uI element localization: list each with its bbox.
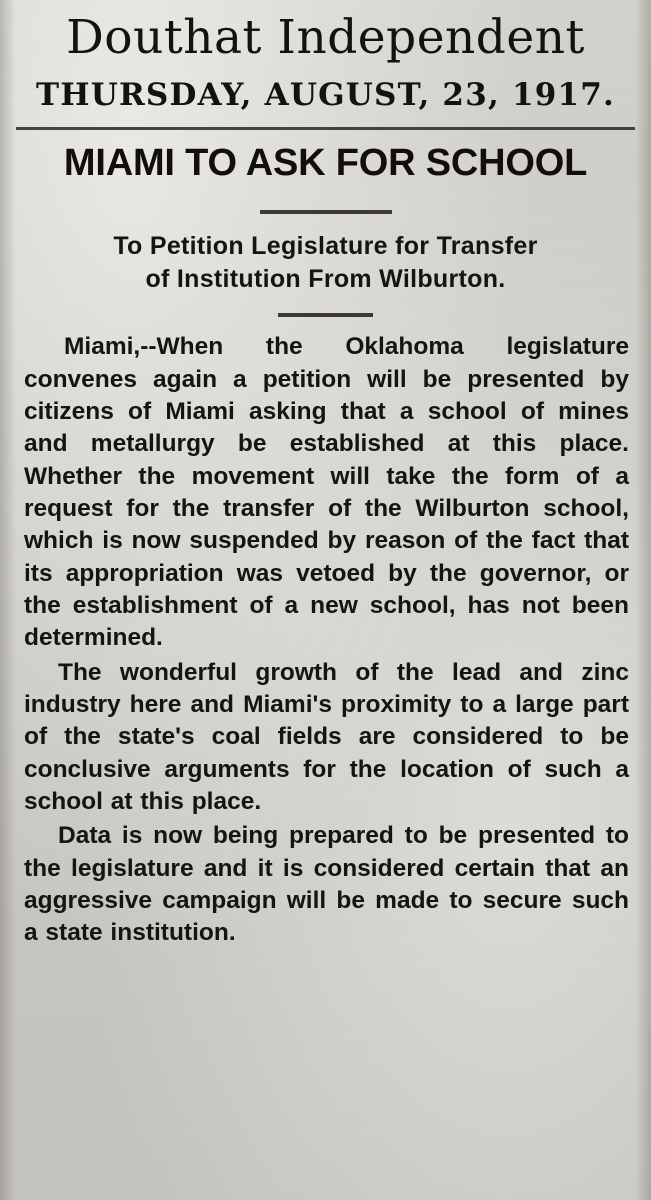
horizontal-rule (16, 127, 635, 130)
article-body (14, 331, 637, 949)
article-subheadline (14, 230, 637, 295)
dateline: THURSDAY, AUGUST, 23, 1917. (35, 77, 616, 113)
subheadline-line-2: of Institution From Wilburton. (145, 264, 506, 293)
article-headline: MIAMI TO ASK FOR SCHOOL (63, 142, 588, 184)
article-paragraph: The wonderful growth of the lead and zinc industry here and Miami's proximity to a large part of the state's coal fields are considered to be conclusive arguments for the location of such a school at this place. (24, 658, 629, 816)
headline-divider (260, 210, 392, 214)
article-paragraph: Data is now being prepared to be presented to the legislature and it is considered certain that an aggressive campaign will be made to secure such a state institution. (24, 822, 629, 947)
right-edge-shadow (635, 0, 651, 1200)
article-paragraph: Miami,--When the Oklahoma legislature convenes again a petition will be presented by citizens of Miami asking that a school of mines and metallurgy be established at this place. Whether the movement will take the form of a request for the transfer of the Wilburton school, which is now suspended by reason of the fact that its appropriation was vetoed by the governor, or the establishment of a new school, has not been determined. (24, 333, 629, 652)
masthead-title: Douthat Independent (66, 10, 585, 65)
subheadline-line-1: To Petition Legislature for Transfer (113, 232, 538, 261)
subheadline-divider (278, 313, 373, 317)
